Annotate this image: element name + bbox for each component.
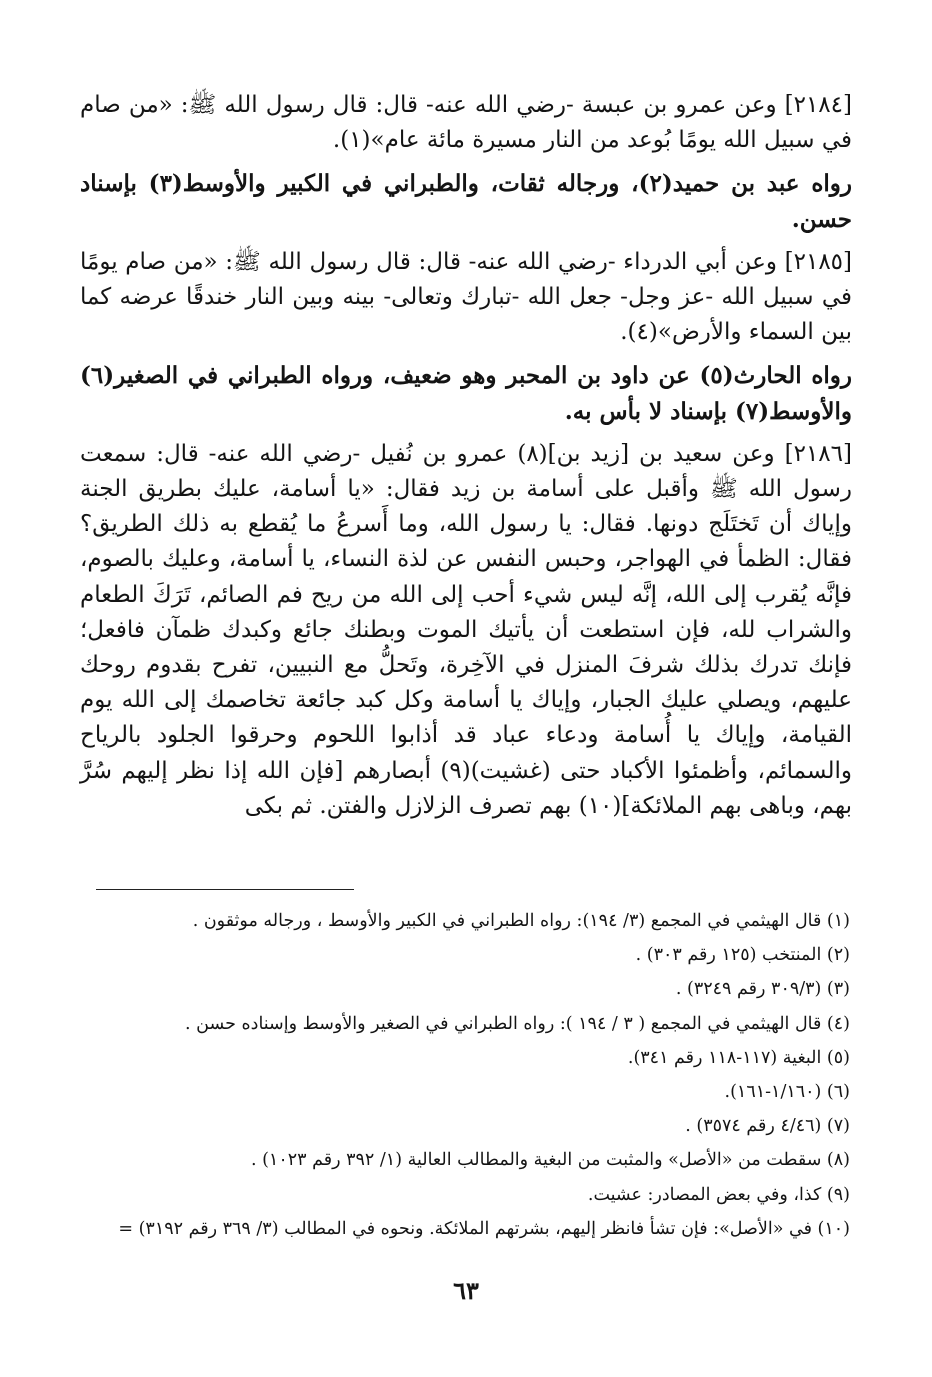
footnote-item: (٥) البغية (١١٧-١١٨ رقم ٣٤١). bbox=[627, 1047, 850, 1068]
hadith-2186 bbox=[80, 437, 852, 824]
page-number: ٦٣ bbox=[453, 1276, 479, 1305]
hadith-number: [٢١٨٥] bbox=[784, 248, 853, 275]
hadith-text: وعن عمرو بن عبسة -رضي الله عنه- قال: قال رسول الله ﷺ: «من صام في سبيل الله يومًا بُوعد من النار مسيرة مائة عام»(١). bbox=[80, 92, 852, 154]
footnote-item: (٤) قال الهيثمي في المجمع ( ٣ / ١٩٤ ): رواه الطبراني في الصغير والأوسط وإسناده حسن . bbox=[185, 1013, 850, 1034]
footnote-item: (١) قال الهيثمي في المجمع (٣/ ١٩٤): رواه الطبراني في الكبير والأوسط ، ورجاله موثقون . bbox=[192, 911, 850, 931]
footnote-divider bbox=[96, 889, 354, 890]
hadith-text: وعن أبي الدرداء -رضي الله عنه- قال: قال رسول الله ﷺ: «من صام يومًا في سبيل الله -عز وجل- جعل الله -تبارك وتعالى- بينه وبين النار خندقًا عرضه كما بين السماء والأرض»(٤). bbox=[80, 248, 852, 346]
hadith-text: وعن سعيد بن [زيد بن](٨) عمرو بن نُفيل -رضي الله عنه- قال: سمعت رسول الله ﷺ وأقبل على أسامة بن زيد فقال: «يا أسامة، عليك بطريق الجنة وإياك أن تَختَلَج دونها. فقال: يا رسول الله، وما أَسرعُ ما يُقطع به ذلك الطريق؟ فقال: الظمأ في الهواجر، وحبس النفس عن لذة النساء، يا أسامة، وعليك بالصوم، فإنَّه يُقرب إلى الله، إنَّه ليس شيء أحب إلى الله من ريح فم الصائم، تَرَكَ الطعام والشراب لله، فإن استطعت أن يأتيك الموت وبطنك جائع وكبدك ظمآن فافعل؛ فإنك تدرك بذلك شرفَ المنزل في الآخِرة، وتَحلُّ مع النبيين، تفرح بقدوم روحك عليهم، ويصلي عليك الجبار، وإياك يا أسامة وكل كبد جائعة تخاصمك إلى الله يوم القيامة، وإياك يا أُسامة ودعاء عباد قد أذابوا اللحوم وحرقوا الجلود بالرياح والسمائم، وأظمئوا الأكباد حتى (غشيت)(٩) أبصارهم [فإن الله إذا نظر إليهم سُرَّ بهم، وباهى بهم الملائكة](١٠) بهم تصرف الزلازل والفتن. ثم بكى bbox=[80, 440, 852, 819]
footnote-item: (٧) (٤/٤٦ رقم ٣٥٧٤) . bbox=[685, 1116, 850, 1137]
source-text: رواه عبد بن حميد(٢)، ورجاله ثقات، والطبراني في الكبير والأوسط(٣) بإسناد حسن. bbox=[80, 170, 852, 233]
footnote-item: (١٠) في «الأصل»: فإن تشأ فانظر إليهم، بشرتهم الملائكة. ونحوه في المطالب (٣/ ٣٦٩ رقم ٣١٩٢) = bbox=[118, 1218, 850, 1239]
source-note-2185 bbox=[80, 358, 852, 428]
footnote-item: (٩) كذا، وفي بعض المصادر: عشيت. bbox=[587, 1184, 850, 1205]
source-note-2184 bbox=[80, 166, 852, 236]
footnote-item: (٨) سقطت من «الأصل» والمثبت من البغية والمطالب العالية (١/ ٣٩٢ رقم ١٠٢٣) . bbox=[250, 1150, 850, 1171]
main-text bbox=[80, 88, 852, 832]
hadith-2184 bbox=[80, 88, 852, 158]
footnote-item: (٣) (٣٠٩/٣ رقم ٣٢٤٩) . bbox=[675, 979, 850, 1000]
footnote-item: (٦) (١/١٦٠-١٦١). bbox=[724, 1082, 850, 1103]
hadith-number: [٢١٨٦] bbox=[784, 440, 852, 467]
hadith-number: [٢١٨٤] bbox=[784, 92, 852, 118]
hadith-2185 bbox=[80, 245, 852, 351]
footnote-item: (٢) المنتخب (١٢٥ رقم ٣٠٣) . bbox=[635, 945, 850, 966]
footnotes-list bbox=[80, 904, 850, 1246]
source-text: رواه الحارث(٥) عن داود بن المحبر وهو ضعيف، ورواه الطبراني في الصغير(٦) والأوسط(٧) بإسناد لا بأس به. bbox=[80, 362, 852, 425]
